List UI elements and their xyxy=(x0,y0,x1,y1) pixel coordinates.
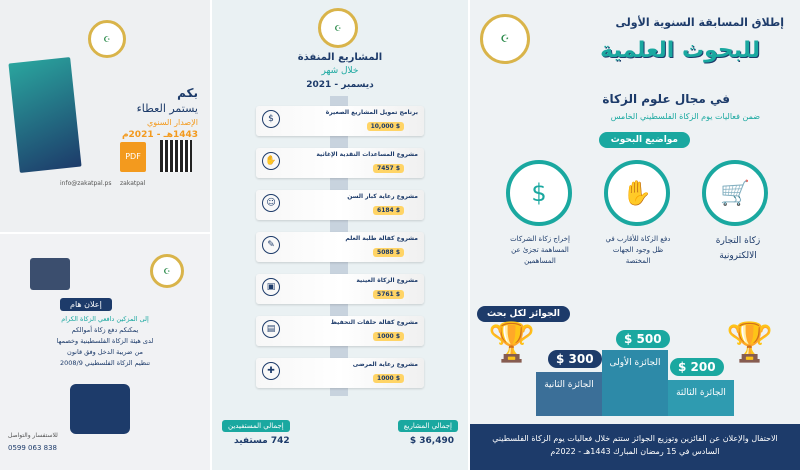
zakat-logo: ☪ xyxy=(150,254,184,288)
total-projects-label: إجمالي المشاريع xyxy=(398,420,458,432)
announcement-panel xyxy=(0,234,210,470)
money-bag-icon: $ xyxy=(506,160,572,226)
big-title: للبحوث العلمية xyxy=(600,38,760,63)
month: ديسمبر - 2021 xyxy=(306,80,374,90)
total-beneficiaries: 742 مستفيد xyxy=(234,436,290,446)
prizes-label: الجوائز لكل بحث xyxy=(477,306,570,322)
field: في مجال علوم الزكاة xyxy=(602,92,730,106)
subtitle: خلال شهر xyxy=(321,66,359,76)
qr-code[interactable] xyxy=(160,140,192,172)
first-prize-amount: $ 500 xyxy=(616,330,670,348)
footer-note: الاحتفال والإعلان عن الفائزين وتوزيع الجوائز ستتم خلال فعاليات يوم الزكاة الفلسطيني السادس في 15 رمضان المبارك 1443هـ - 2022م xyxy=(470,424,800,470)
zakat-logo: ☪ xyxy=(318,8,358,48)
topics-label: مواضيع البحوث xyxy=(599,132,690,148)
zakat-logo: ☪ xyxy=(480,14,530,64)
total-beneficiaries-label: إجمالي المستفيدين xyxy=(222,420,290,432)
year: 1443هـ - 2021م xyxy=(121,130,198,140)
contact-label: للاستفسار والتواصل xyxy=(8,432,58,439)
edition: الإصدار السنوي xyxy=(146,118,198,127)
project-card: برنامج تمويل المشاريع الصغيرة $ 10,000 $ xyxy=(256,106,424,136)
third-prize-platform: الجائزة الثالثة xyxy=(668,380,734,416)
line: يمكنكم دفع زكاة أموالكم xyxy=(71,326,139,334)
title: بكم xyxy=(177,86,198,100)
palestine-emblem xyxy=(30,258,70,290)
second-prize-platform: الجائزة الثانية xyxy=(536,372,602,416)
first-prize-platform: الجائزة الأولى xyxy=(602,350,668,416)
zakat-logo: ☪ xyxy=(88,20,126,58)
subtitle: يستمر العطاء xyxy=(136,102,198,115)
topic: دفع الزكاة للأقارب في ظل وجود الجهات المختصة xyxy=(605,235,671,265)
wallet-illustration xyxy=(70,384,130,434)
research-competition-panel xyxy=(470,0,800,470)
announcement-heading: إعلان هام xyxy=(60,298,112,311)
hand-coin-icon: ✋ xyxy=(604,160,670,226)
project-card: مشروع رعاية المرضى $ 1000 ✚ xyxy=(256,358,424,388)
phone[interactable]: 0599 063 838 xyxy=(8,444,57,452)
project-card: مشروع رعاية كبار السن $ 6184 ☺ xyxy=(256,190,424,220)
social: zakatpal xyxy=(120,180,146,187)
project-card: مشروع كفالة حلقات التحفيظ $ 1000 ▤ xyxy=(256,316,424,346)
project-card: مشروع المساعدات النقدية الإغاثية $ 7457 ✋ xyxy=(256,148,424,178)
annual-report-panel xyxy=(0,0,210,232)
title: المشاريع المنفذة xyxy=(297,52,383,63)
shopping-cart-icon: 🛒 xyxy=(702,160,768,226)
line: من ضريبة الدخل وفق قانون xyxy=(67,348,143,356)
second-prize-amount: $ 300 xyxy=(548,350,602,368)
report-cover xyxy=(8,57,81,173)
trophy-icon: 🏆 xyxy=(488,320,536,364)
total-projects: $ 36,490 xyxy=(409,436,454,446)
third-prize-amount: $ 200 xyxy=(670,358,724,376)
subheading: ضمن فعاليات يوم الزكاة الفلسطيني الخامس xyxy=(610,112,760,121)
project-card: مشروع الزكاة العينية $ 5761 ▣ xyxy=(256,274,424,304)
pdf-icon[interactable]: PDF xyxy=(120,142,146,172)
line: لدى هيئة الزكاة الفلسطينية وخصمها xyxy=(56,337,154,345)
trophy-icon: 🏆 xyxy=(726,320,774,364)
line: تنظيم الزكاة الفلسطيني 2008/9 xyxy=(59,359,150,367)
email: info@zakatpal.ps xyxy=(60,180,112,187)
launch-title: إطلاق المسابقة السنوية الأولى xyxy=(615,16,784,29)
projects-panel xyxy=(212,0,468,470)
project-card: مشروع كفالة طلبة العلم $ 5088 ✎ xyxy=(256,232,424,262)
line: إلى المزكين دافعي الزكاة الكرام xyxy=(61,315,149,323)
topic: إخراج زكاة الشركات المساهمة تجزئ عن المساهمين xyxy=(510,235,570,265)
topic: زكاة التجارة الالكترونية xyxy=(715,236,761,261)
